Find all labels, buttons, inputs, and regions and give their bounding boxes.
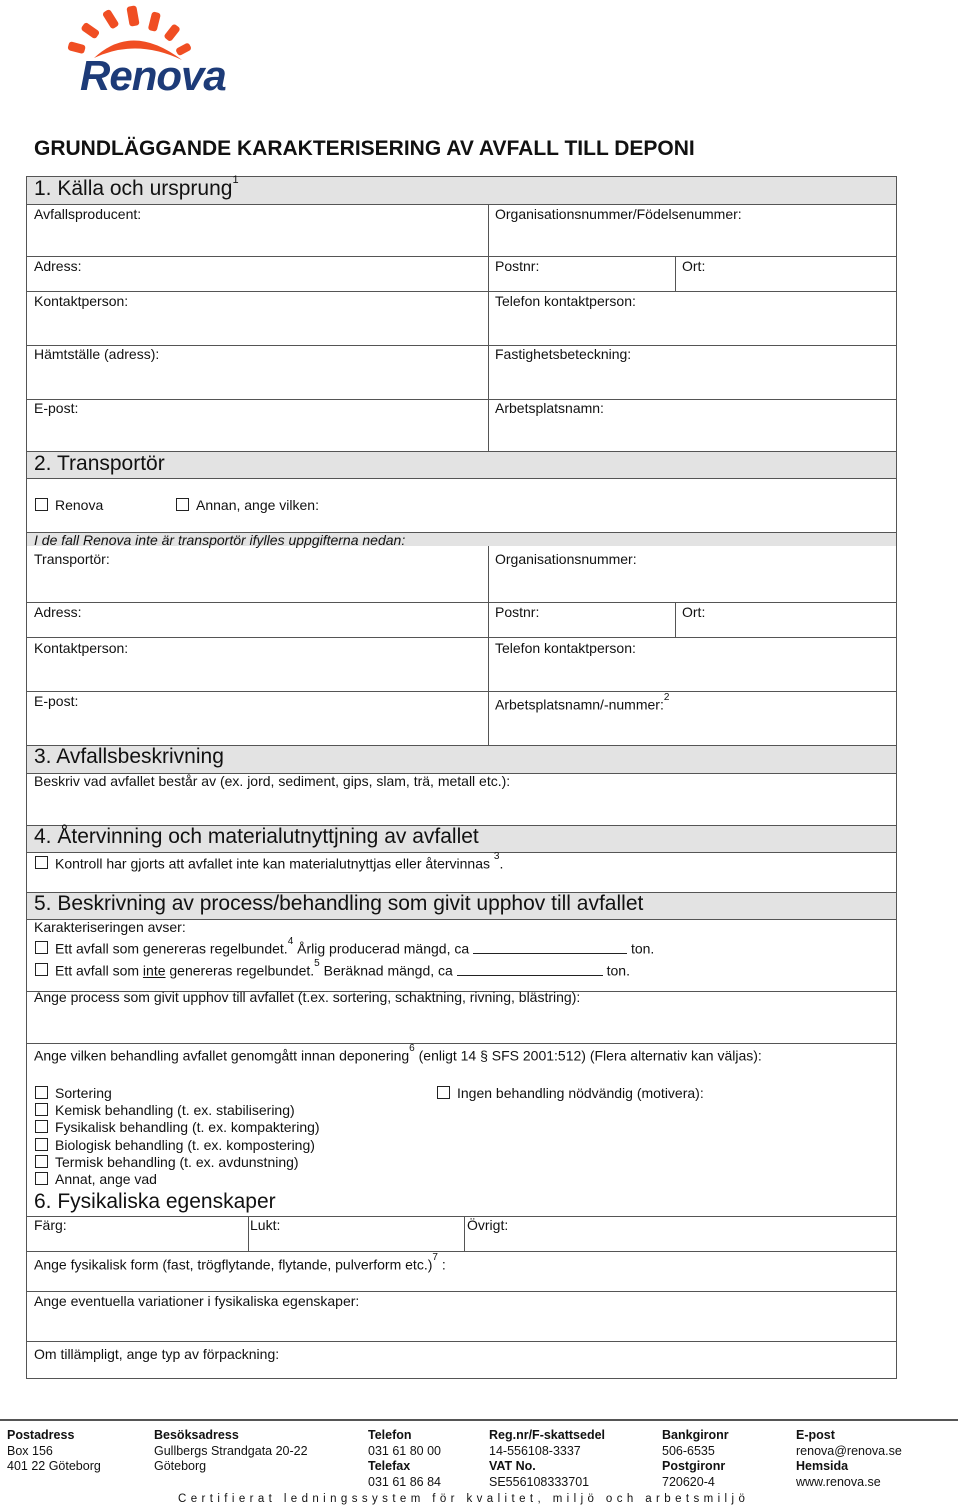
- renova-logo: [32, 0, 232, 104]
- logo-text: Renova: [80, 52, 226, 99]
- section-2-title: 2. Transportör: [34, 452, 165, 475]
- recycling-check-checkbox[interactable]: [35, 856, 48, 869]
- section-6-title: 6. Fysikaliska egenskaper: [34, 1190, 276, 1213]
- footer-reg: Reg.nr/F-skattsedel 14-556108-3337 VAT No. SE556108333701: [489, 1428, 606, 1489]
- smell-label: Lukt:: [250, 1217, 281, 1233]
- regular-waste-label: Ett avfall som genereras regelbundet.$^4$ Årlig producerad mängd, ca ton.: [55, 936, 655, 957]
- address-label: Adress:: [34, 258, 82, 274]
- footer-phone: Telefon 031 61 80 00 Telefax 031 61 86 84: [368, 1428, 441, 1489]
- section-4-title: 4. Återvinning och materialutnyttjning av avfallet: [34, 825, 479, 848]
- footer-bank: Bankgironr 506-6535 Postgironr 720620-4: [662, 1428, 729, 1489]
- treatment-label: Ange vilken behandling avfallet genomgått innan deponering$^6$ (enligt 14 § SFS 2001:512) (Flera alternativ kan väljas):: [34, 1043, 762, 1064]
- footer-divider: [0, 1419, 958, 1421]
- carrier-postnr-label: Postnr:: [495, 604, 540, 620]
- recycling-check-label: Kontroll har gjorts att avfallet inte kan materialutnyttjas eller återvinnas $^3$.: [55, 851, 504, 872]
- characterization-label: Karakteriseringen avser:: [34, 919, 186, 935]
- carrier-contact-label: Kontaktperson:: [34, 640, 129, 656]
- no-treatment-label: Ingen behandling nödvändig (motivera):: [457, 1085, 704, 1101]
- carrier-phone-label: Telefon kontaktperson:: [495, 640, 636, 656]
- treatment-option: Kemisk behandling (t. ex. stabilisering): [55, 1102, 295, 1118]
- property-label: Fastighetsbeteckning:: [495, 346, 632, 362]
- packaging-label: Om tillämpligt, ange typ av förpackning:: [34, 1346, 280, 1362]
- section-1-title: 1. Källa och ursprung$^1$: [34, 174, 239, 200]
- treatment-chemical-checkbox[interactable]: [35, 1103, 48, 1116]
- section-5-title: 5. Beskrivning av process/behandling som givit upphov till avfallet: [34, 892, 644, 915]
- orgnr-label: Organisationsnummer/Födelsenummer:: [495, 206, 742, 222]
- treatment-biological-checkbox[interactable]: [35, 1138, 48, 1151]
- footer-contact: E-post renova@renova.se Hemsida www.renova.se: [796, 1428, 902, 1489]
- other-carrier-label: Annan, ange vilken:: [196, 497, 319, 513]
- carrier-label: Transportör:: [34, 551, 110, 567]
- treatment-option: Annat, ange vad: [55, 1171, 157, 1187]
- website-link[interactable]: www.renova.se: [796, 1474, 881, 1489]
- email-link[interactable]: renova@renova.se: [796, 1443, 902, 1458]
- treatment-sorting-checkbox[interactable]: [35, 1086, 48, 1099]
- workplace-label: Arbetsplatsnamn:: [495, 400, 604, 416]
- pickup-label: Hämtställe (adress):: [34, 346, 160, 362]
- no-treatment-checkbox[interactable]: [437, 1086, 450, 1099]
- treatment-physical-checkbox[interactable]: [35, 1120, 48, 1133]
- color-label: Färg:: [34, 1217, 67, 1233]
- carrier-note: I de fall Renova inte är transportör ifylles uppgifterna nedan:: [34, 532, 406, 548]
- carrier-workplace-label: Arbetsplatsnamn/-nummer:$^2$: [495, 692, 670, 713]
- annual-amount-field[interactable]: [473, 942, 627, 954]
- treatment-thermal-checkbox[interactable]: [35, 1155, 48, 1168]
- carrier-ort-label: Ort:: [682, 604, 706, 620]
- postnr-label: Postnr:: [495, 258, 540, 274]
- contact-label: Kontaktperson:: [34, 293, 129, 309]
- email-label: E-post:: [34, 400, 79, 416]
- footer-postal: Postadress Box 156 401 22 Göteborg: [7, 1428, 101, 1473]
- certification-text: Certifierat ledningssystem för kvalitet, miljö och arbetsmiljö: [178, 1493, 750, 1505]
- process-label: Ange process som givit upphov till avfallet (t.ex. sortering, schaktning, rivning, blästring):: [34, 989, 581, 1005]
- estimated-amount-field[interactable]: [457, 964, 603, 976]
- carrier-email-label: E-post:: [34, 693, 79, 709]
- renova-checkbox[interactable]: [35, 498, 48, 511]
- treatment-option: Termisk behandling (t. ex. avdunstning): [55, 1154, 299, 1170]
- carrier-address-label: Adress:: [34, 604, 82, 620]
- footer-visit: Besöksadress Gullbergs Strandgata 20-22 Göteborg: [154, 1428, 308, 1473]
- physical-form-label: Ange fysikalisk form (fast, trögflytande, flytande, pulverform etc.)$^7$ :: [34, 1252, 446, 1273]
- page-title: GRUNDLÄGGANDE KARAKTERISERING AV AVFALL TILL DEPONI: [34, 137, 695, 160]
- treatment-option: Fysikalisk behandling (t. ex. kompaktering): [55, 1119, 320, 1135]
- regular-waste-checkbox[interactable]: [35, 941, 48, 954]
- treatment-option: Biologisk behandling (t. ex. kompostering): [55, 1137, 315, 1153]
- renova-option-label: Renova: [55, 497, 104, 513]
- irregular-waste-checkbox[interactable]: [35, 963, 48, 976]
- other-label: Övrigt:: [467, 1217, 509, 1233]
- ort-label: Ort:: [682, 258, 706, 274]
- describe-label: Beskriv vad avfallet består av (ex. jord, sediment, gips, slam, trä, metall etc.):: [34, 773, 511, 789]
- producer-label: Avfallsproducent:: [34, 206, 142, 222]
- section-3-title: 3. Avfallsbeskrivning: [34, 745, 224, 768]
- variations-label: Ange eventuella variationer i fysikaliska egenskaper:: [34, 1293, 360, 1309]
- treatment-other-checkbox[interactable]: [35, 1172, 48, 1185]
- irregular-waste-label: Ett avfall som inte genereras regelbundet.$^5$ Beräknad mängd, ca ton.: [55, 958, 630, 979]
- carrier-orgnr-label: Organisationsnummer:: [495, 551, 637, 567]
- phone-label: Telefon kontaktperson:: [495, 293, 636, 309]
- treatment-option: Sortering: [55, 1085, 112, 1101]
- other-carrier-checkbox[interactable]: [176, 498, 189, 511]
